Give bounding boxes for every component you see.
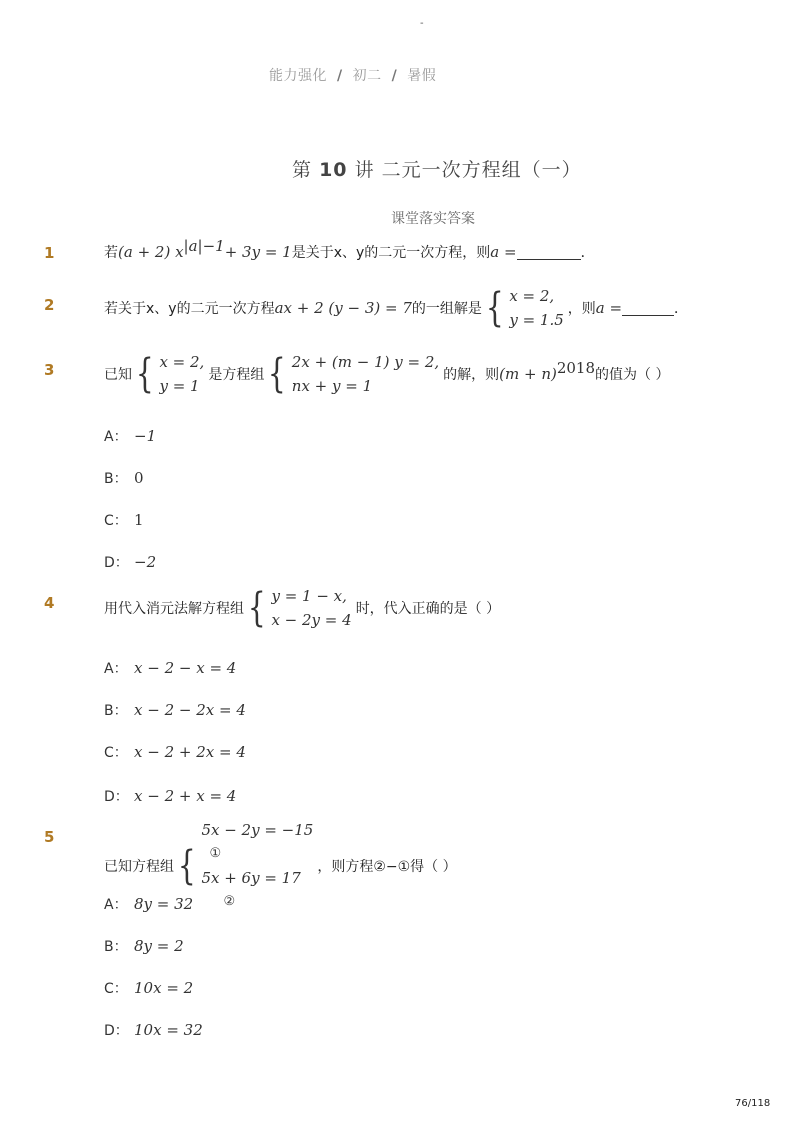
option-value: x − 2 + 2x = 4	[134, 743, 246, 761]
q2-text-c: ，则	[567, 301, 596, 317]
top-mark: -	[420, 18, 424, 29]
question-number: 1	[44, 244, 55, 262]
option-value: x − 2 + x = 4	[134, 787, 237, 805]
equation-mark-2: ②	[223, 894, 236, 909]
q3-system-b-line-2: nx + y = 1	[291, 377, 373, 395]
q2-system	[509, 284, 563, 332]
q1-math-b: + 3y = 1	[224, 243, 292, 261]
q5-system	[201, 818, 313, 914]
title-number: 10	[319, 159, 348, 181]
q3-text-b: 是方程组	[208, 367, 265, 383]
option-value: 8y = 32	[134, 895, 194, 913]
option-value: 10x = 2	[134, 979, 194, 997]
option-b[interactable]	[104, 700, 246, 720]
option-value: 8y = 2	[134, 937, 184, 955]
option-label: A：	[104, 429, 128, 445]
q4-system	[271, 584, 351, 632]
q3-text-c: 的解，则	[443, 367, 500, 383]
q1-math-a: (a + 2) x	[118, 243, 184, 261]
option-value: 1	[134, 511, 144, 529]
section-title: 课堂落实答案	[391, 211, 475, 227]
option-d[interactable]	[104, 1020, 203, 1040]
question-number: 5	[44, 828, 55, 846]
option-label: C：	[104, 981, 128, 997]
q1-math-c: a =	[490, 243, 517, 261]
option-a[interactable]	[104, 658, 236, 678]
brace-icon: {	[485, 285, 504, 331]
q2-system-line-2: y = 1.5	[509, 311, 564, 329]
brace-icon: {	[247, 585, 266, 631]
option-label: D：	[104, 789, 129, 805]
question-4-text	[104, 584, 500, 632]
q2-math-b: a =	[595, 299, 623, 317]
option-label: C：	[104, 745, 128, 761]
q1-text-a: 若	[104, 245, 118, 261]
q4-text-a: 用代入消元法解方程组	[104, 601, 244, 617]
option-label: D：	[104, 555, 129, 571]
q2-text-d: ．	[674, 301, 689, 317]
option-label: B：	[104, 471, 128, 487]
q2-text-a: 若关于x、y的二元一次方程	[104, 301, 275, 317]
answer-blank	[517, 245, 581, 260]
q5-text-a: 已知方程组	[104, 859, 174, 875]
q4-system-line-2: x − 2y = 4	[271, 611, 352, 629]
q3-system-a-line-1: x = 2,	[159, 353, 205, 371]
q1-exponent: |a|−1	[183, 237, 225, 255]
q4-text-b: 时，代入正确的是（ ）	[355, 601, 501, 617]
answer-blank	[622, 301, 674, 316]
option-value: x − 2 − x = 4	[134, 659, 237, 677]
option-b[interactable]	[104, 468, 144, 488]
option-c[interactable]	[104, 978, 193, 998]
q3-system-b-line-1: 2x + (m − 1) y = 2,	[291, 353, 440, 371]
breadcrumb-part-2: 初二	[352, 68, 382, 84]
option-label: B：	[104, 703, 128, 719]
option-c[interactable]	[104, 510, 144, 530]
option-label: D：	[104, 1023, 129, 1039]
breadcrumb-separator: /	[391, 68, 398, 84]
q5-text-b: ，则方程②−①得（ ）	[317, 859, 457, 875]
question-number: 4	[44, 594, 55, 612]
option-c[interactable]	[104, 742, 246, 762]
q2-math-a: ax + 2 (y − 3) = 7	[274, 299, 412, 317]
question-1-text	[104, 237, 595, 262]
q3-text-a: 已知	[104, 367, 132, 383]
option-label: A：	[104, 661, 128, 677]
option-a[interactable]	[104, 426, 156, 446]
q3-exponent: 2018	[556, 359, 596, 377]
option-d[interactable]	[104, 786, 236, 806]
q3-text-d: 的值为（ ）	[595, 367, 670, 383]
q2-system-line-1: x = 2,	[509, 287, 555, 305]
title-prefix: 第	[292, 159, 313, 181]
option-value: 10x = 32	[134, 1021, 203, 1039]
option-value: 0	[134, 469, 144, 487]
q1-text-b: 是关于x、y的二元一次方程，则	[291, 245, 491, 261]
option-label: C：	[104, 513, 128, 529]
option-b[interactable]	[104, 936, 184, 956]
title-suffix: 讲 二元一次方程组（一）	[354, 159, 582, 181]
page-number: 76/118	[735, 1098, 771, 1109]
equation-mark-1: ①	[209, 846, 222, 861]
q3-math-a: (m + n)	[499, 365, 557, 383]
option-label: B：	[104, 939, 128, 955]
q5-system-line-2: 5x + 6y = 17	[201, 869, 301, 887]
question-2-text	[104, 284, 688, 332]
q3-system-b	[292, 350, 439, 398]
brace-icon: {	[268, 351, 286, 397]
q5-system-line-1: 5x − 2y = −15	[201, 821, 314, 839]
breadcrumb-part-3: 暑假	[407, 68, 437, 84]
page-title	[292, 155, 582, 182]
question-number: 2	[44, 296, 55, 314]
option-value: −1	[134, 427, 157, 445]
breadcrumb-part-1: 能力强化	[269, 68, 327, 84]
breadcrumb-separator: /	[337, 68, 343, 84]
option-label: A：	[104, 897, 128, 913]
option-value: x − 2 − 2x = 4	[134, 701, 246, 719]
brace-icon: {	[135, 351, 154, 397]
q4-system-line-1: y = 1 − x,	[271, 587, 347, 605]
q2-text-b: 的一组解是	[411, 301, 482, 317]
question-3-text	[104, 350, 669, 398]
q3-system-a-line-2: y = 1	[159, 377, 200, 395]
option-a[interactable]	[104, 894, 193, 914]
question-number: 3	[44, 361, 55, 379]
option-d[interactable]	[104, 552, 156, 572]
option-value: −2	[134, 553, 157, 571]
brace-icon: {	[177, 843, 196, 889]
breadcrumb	[269, 65, 436, 85]
q3-system-a	[159, 350, 204, 398]
q1-text-c: ．	[580, 245, 595, 261]
